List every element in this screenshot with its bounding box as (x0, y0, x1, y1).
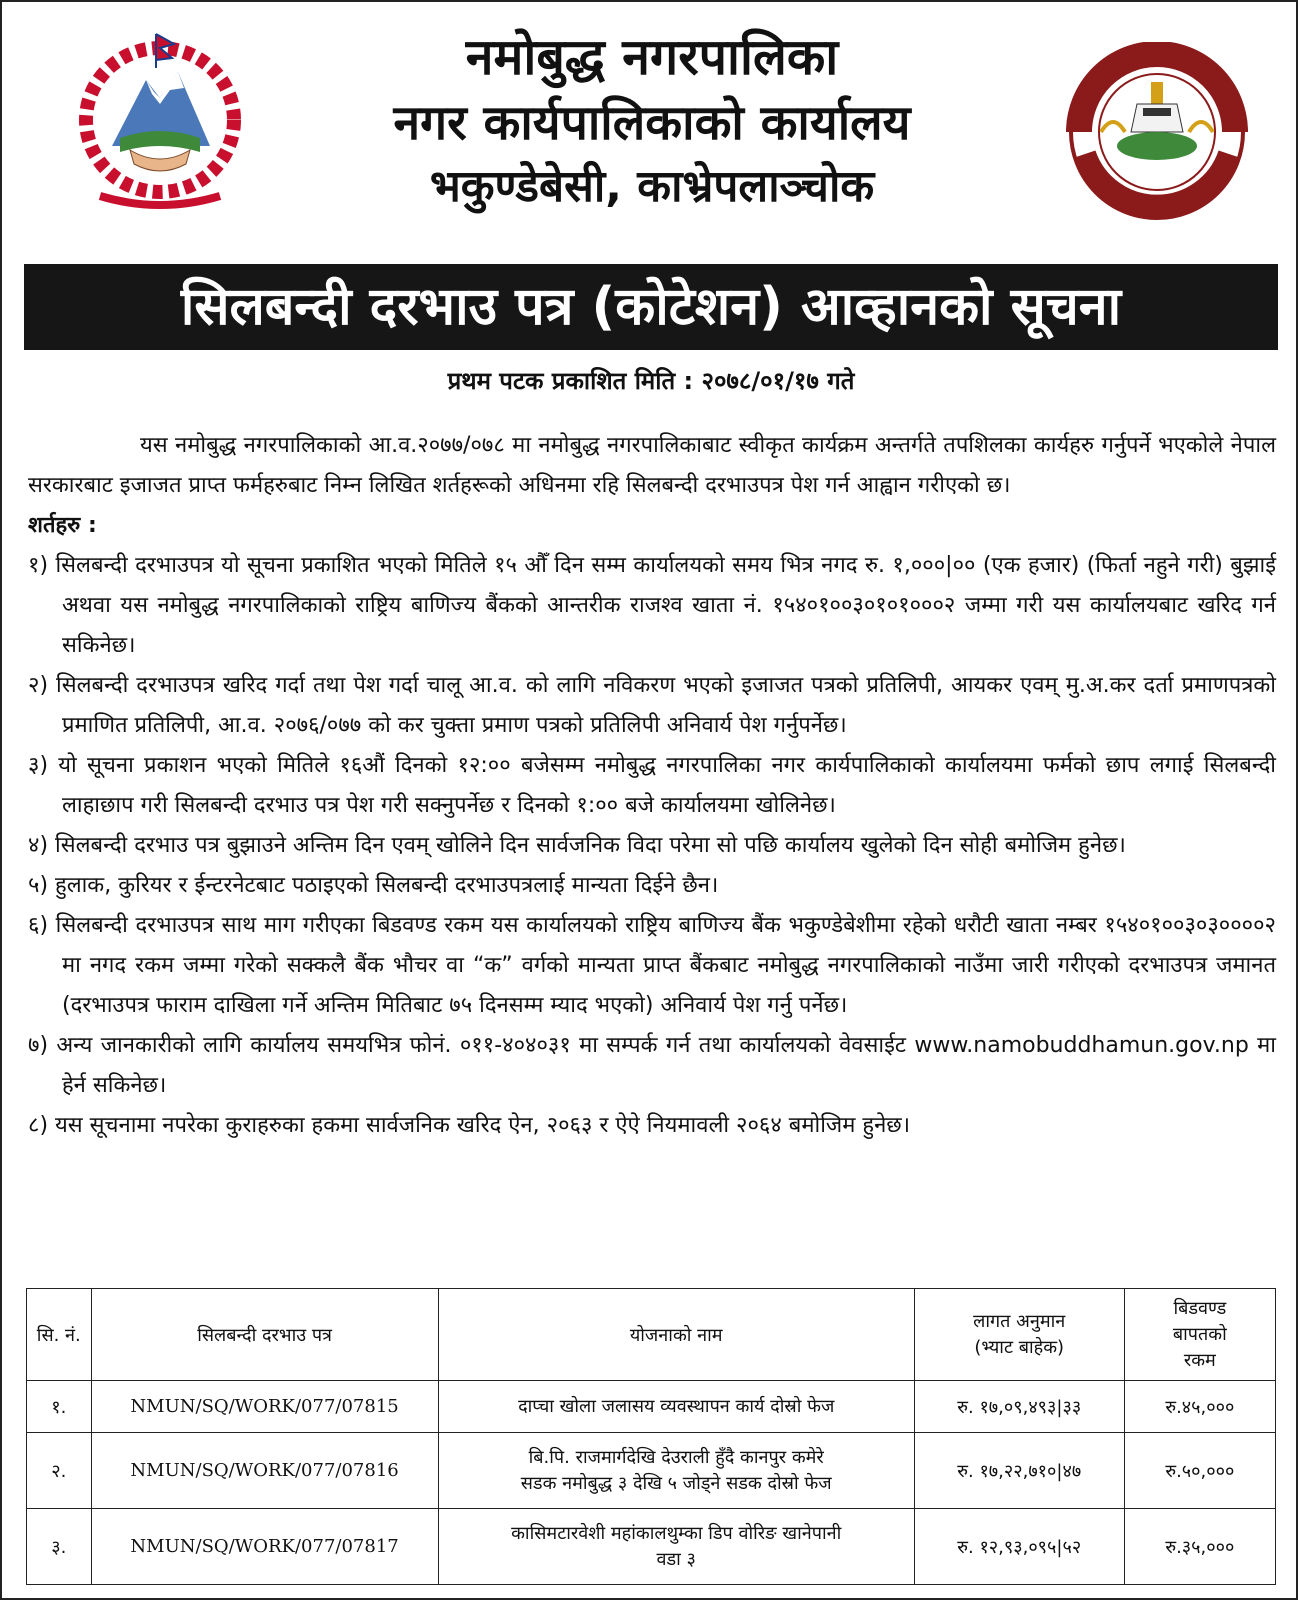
intro-paragraph: यस नमोबुद्ध नगरपालिकाको आ.व.२०७७/०७८ मा नमोबुद्ध नगरपालिकाबाट स्वीकृत कार्यक्रम अन्तर्गते तपशिलका कार्यहरु गर्नुपर्ने भएकोले नेपाल सरकारबाट इजाजत प्राप्त फर्महरुबाट निम्न लिखित शर्तहरूको अधिनमा रहि सिलबन्दी दरभाउपत्र पेश गर्न आह्वान गरीएको छ। (28, 433, 1276, 498)
notice-title-banner: सिलबन्दी दरभाउ पत्र (कोटेशन) आव्हानको सूचना (24, 264, 1278, 350)
municipality-name: नमोबुद्ध नगरपालिका (465, 28, 839, 86)
project-name-line: वडा ३ (656, 1548, 696, 1570)
header-project-name: योजनाको नाम (438, 1289, 914, 1381)
header-cost-estimate (914, 1289, 1124, 1381)
condition-item: ४) सिलबन्दी दरभाउ पत्र बुझाउने अन्तिम दिन एवम् खोलिने दिन सार्वजनिक विदा परेमा सो पछि कार्यालय खुलेको दिन सोही बमोजिम हुनेछ। (28, 833, 1126, 858)
condition-item: ५) हुलाक, कुरियर र ईन्टरनेटबाट पठाइएको सिलबन्दी दरभाउपत्रलाई मान्यता दिईने छैन। (28, 873, 719, 898)
nepal-emblem-icon (60, 28, 260, 218)
project-name-line: कासिमटारवेशी महांकालथुम्का डिप वोरिङ खानेपानी (511, 1522, 842, 1544)
works-table (26, 1288, 1276, 1585)
header-cost-line2: (भ्याट बाहेक) (974, 1336, 1065, 1358)
header (2, 2, 1298, 254)
condition-item: २) सिलबन्दी दरभाउपत्र खरिद गर्दा तथा पेश गर्दा चालू आ.व. को लागि नविकरण भएको इजाजत पत्रको प्रतिलिपी, आयकर एवम् मु.अ.कर दर्ता प्रमाणपत्रको प्रमाणित प्रतिलिपी, आ.व. २०७६/०७७ को कर चुक्ता प्रमाण पत्रको प्रतिलिपी अनिवार्य पेश गर्नुपर्नेछ। (28, 673, 1276, 738)
row-serial: २. (27, 1433, 92, 1509)
office-heading (262, 24, 1042, 218)
row-bid-amount: रु.५०,००० (1124, 1433, 1275, 1509)
table-row (27, 1381, 1276, 1433)
row-cost: रु. १२,९३,०९५|५२ (914, 1509, 1124, 1585)
project-name-line: बि.पि. राजमार्गदेखि देउराली हुँदै कानपुर कमेरे (528, 1446, 824, 1468)
table-row (27, 1433, 1276, 1509)
row-quotation-ref: NMUN/SQ/WORK/077/07815 (91, 1381, 438, 1433)
office-name: नगर कार्यपालिकाको कार्यालय (393, 95, 911, 151)
row-bid-amount: रु.३५,००० (1124, 1509, 1275, 1585)
condition-item: १) सिलबन्दी दरभाउपत्र यो सूचना प्रकाशित भएको मितिले १५ औँ दिन सम्म कार्यालयको समय भित्र नगद रु. १,०००|०० (एक हजार) (फिर्ता नहुने गरी) बुझाई अथवा यस नमोबुद्ध नगरपालिकाको राष्ट्रिय बाणिज्य बैंकको आन्तरीक राजश्व खाता नं. १५४०१००३०१०१०००२ जम्मा गरी यस कार्यालयबाट खरिद गर्न सकिनेछ। (28, 553, 1276, 658)
header-bid-bond (1124, 1289, 1275, 1381)
header-serial-no: सि. नं. (27, 1289, 92, 1381)
project-name-line: सडक नमोबुद्ध ३ देखि ५ जोड्ने सडक दोस्रो फेज (520, 1472, 832, 1494)
row-quotation-ref: NMUN/SQ/WORK/077/07817 (91, 1509, 438, 1585)
condition-item: ७) अन्य जानकारीको लागि कार्यालय समयभित्र फोनं. ०११-४०४०३१ मा सम्पर्क गर्न तथा कार्यालयको वेवसाईट www.namobuddhamun.gov.np मा हेर्न सकिनेछ। (28, 1033, 1276, 1098)
row-quotation-ref: NMUN/SQ/WORK/077/07816 (91, 1433, 438, 1509)
municipality-logo-icon (1057, 42, 1257, 222)
row-project-name (438, 1381, 914, 1433)
conditions-heading: शर्तहरु : (28, 513, 97, 538)
header-bid-line3: रकम (1183, 1349, 1216, 1371)
row-bid-amount: रु.४५,००० (1124, 1381, 1275, 1433)
condition-item: ८) यस सूचनामा नपरेका कुराहरुका हकमा सार्वजनिक खरिद ऐन, २०६३ र ऐऐ नियमावली २०६४ बमोजिम हुनेछ। (28, 1113, 911, 1138)
header-bid-line1: बिडवण्ड (1173, 1297, 1227, 1319)
row-project-name (438, 1509, 914, 1585)
office-address: भकुण्डेबेसी, काभ्रेपलाञ्चोक (429, 161, 875, 212)
project-name-line: दाप्चा खोला जलासय व्यवस्थापन कार्य दोस्रो फेज (518, 1395, 835, 1417)
table-header-row (27, 1289, 1276, 1381)
header-bid-line2: बापतको (1172, 1323, 1227, 1345)
row-project-name (438, 1433, 914, 1509)
table-row (27, 1509, 1276, 1585)
row-cost: रु. १७,२२,७१०|४७ (914, 1433, 1124, 1509)
header-cost-line1: लागत अनुमान (973, 1310, 1066, 1332)
row-serial: ३. (27, 1509, 92, 1585)
condition-item: ६) सिलबन्दी दरभाउपत्र साथ माग गरीएका बिडवण्ड रकम यस कार्यालयको राष्ट्रिय बाणिज्य बैंक भकुण्डेबेशीमा रहेको धरौटी खाता नम्बर १५४०१००३०३००००२ मा नगद रकम जम्मा गरेको सक्कलै बैंक भौचर वा “क” वर्गको मान्यता प्राप्त बैंकबाट नमोबुद्ध नगरपालिकाको नाउँमा जारी गरीएको दरभाउपत्र जमानत (दरभाउपत्र फाराम दाखिला गर्ने अन्तिम मितिबाट ७५ दिनसम्म म्याद भएको) अनिवार्य पेश गर्नु पर्नेछ। (28, 913, 1276, 1018)
row-serial: १. (27, 1381, 92, 1433)
header-quotation-ref: सिलबन्दी दरभाउ पत्र (91, 1289, 438, 1381)
publication-date: प्रथम पटक प्रकाशित मिति : २०७८/०१/१७ गते (447, 367, 855, 395)
condition-item: ३) यो सूचना प्रकाशन भएको मितिले १६औं दिनको १२:०० बजेसम्म नमोबुद्ध नगरपालिका नगर कार्यपालिकाको कार्यालयमा फर्मको छाप लगाई सिलबन्दी लाहाछाप गरी सिलबन्दी दरभाउ पत्र पेश गरी सक्नुपर्नेछ र दिनको १:०० बजे कार्यालयमा खोलिनेछ। (28, 753, 1276, 818)
notice-body (28, 426, 1276, 1146)
row-cost: रु. १७,०९,४९३|३३ (914, 1381, 1124, 1433)
